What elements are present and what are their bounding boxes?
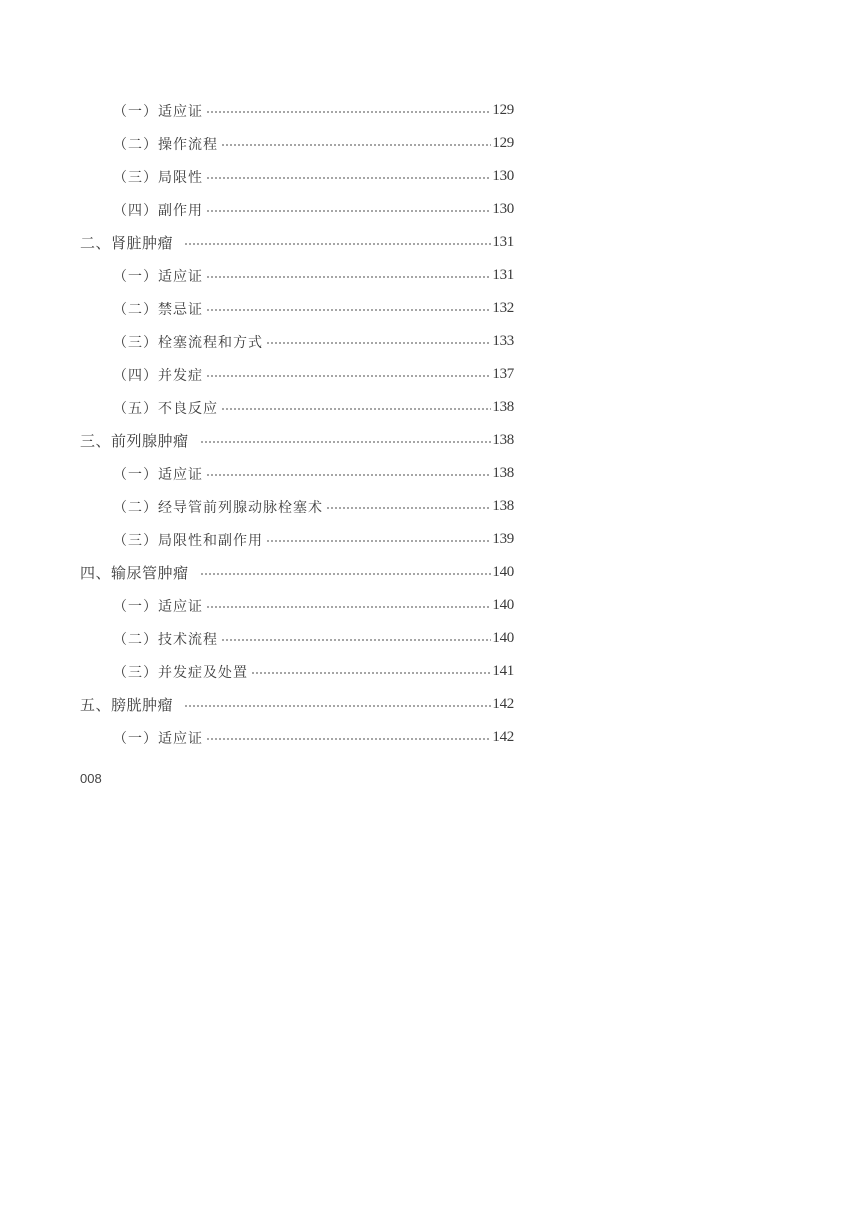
toc-entry-title: （二）经导管前列腺动脉栓塞术 <box>113 499 323 516</box>
dot-leader <box>266 342 491 344</box>
toc-entry[interactable] <box>0 193 514 226</box>
toc-entry-title: （三）局限性 <box>113 169 203 186</box>
dot-leader <box>206 606 491 608</box>
toc-entry[interactable] <box>0 292 514 325</box>
toc-entry-title: （一）适应证 <box>113 598 203 615</box>
toc-entry-page: 129 <box>492 102 514 118</box>
dot-leader <box>221 144 491 146</box>
toc-entry-title: （二）技术流程 <box>113 631 218 648</box>
toc-entry-page: 129 <box>492 135 514 151</box>
toc-entry-page: 140 <box>492 630 514 646</box>
toc-section-title: 三、前列腺肿瘤 <box>80 432 189 450</box>
dot-leader <box>326 507 491 509</box>
dot-leader <box>251 672 491 674</box>
toc-entry-title: （四）副作用 <box>113 202 203 219</box>
dot-leader <box>206 111 491 113</box>
toc-entry[interactable] <box>0 391 514 424</box>
dot-leader <box>206 210 491 212</box>
toc-entry-title: （五）不良反应 <box>113 400 218 417</box>
dot-leader <box>184 705 491 707</box>
toc-entry-page: 139 <box>492 531 514 547</box>
toc-section-title: 四、输尿管肿瘤 <box>80 564 189 582</box>
toc-entry-page: 142 <box>492 696 514 712</box>
toc-entry[interactable] <box>0 490 514 523</box>
toc-entry[interactable] <box>0 457 514 490</box>
toc-entry-title: （三）栓塞流程和方式 <box>113 334 263 351</box>
dot-leader <box>206 177 491 179</box>
toc-entry-title: （四）并发症 <box>113 367 203 384</box>
toc-entry[interactable] <box>0 358 514 391</box>
toc-entry[interactable] <box>0 721 514 754</box>
toc-entry[interactable] <box>0 523 514 556</box>
toc-entry-title: （三）局限性和副作用 <box>113 532 263 549</box>
toc-entry-title: （一）适应证 <box>113 103 203 120</box>
dot-leader <box>221 408 491 410</box>
toc-entry-page: 141 <box>492 663 514 679</box>
toc-entry-page: 130 <box>492 168 514 184</box>
toc-entry-page: 138 <box>492 432 514 448</box>
toc-entry[interactable] <box>0 589 514 622</box>
toc-entry-page: 131 <box>492 267 514 283</box>
dot-leader <box>184 243 491 245</box>
toc-section-title: 五、膀胱肿瘤 <box>80 696 174 714</box>
toc-entry[interactable] <box>0 160 514 193</box>
toc-entry-title: （二）操作流程 <box>113 136 218 153</box>
dot-leader <box>200 573 492 575</box>
toc-section-entry[interactable] <box>0 688 514 721</box>
toc-entry-page: 142 <box>492 729 514 745</box>
dot-leader <box>221 639 491 641</box>
dot-leader <box>206 309 491 311</box>
toc-section-title: 二、肾脏肿瘤 <box>80 234 174 252</box>
toc-entry[interactable] <box>0 622 514 655</box>
toc-entry[interactable] <box>0 655 514 688</box>
toc-entry[interactable] <box>0 259 514 292</box>
table-of-contents <box>0 94 867 754</box>
toc-entry-title: （一）适应证 <box>113 466 203 483</box>
toc-entry-page: 131 <box>492 234 514 250</box>
toc-entry-page: 140 <box>492 564 514 580</box>
toc-entry-title: （一）适应证 <box>113 730 203 747</box>
toc-entry-title: （二）禁忌证 <box>113 301 203 318</box>
toc-entry-page: 132 <box>492 300 514 316</box>
toc-section-entry[interactable] <box>0 556 514 589</box>
toc-entry-page: 133 <box>492 333 514 349</box>
toc-entry[interactable] <box>0 127 514 160</box>
toc-entry-title: （三）并发症及处置 <box>113 664 248 681</box>
toc-entry-page: 140 <box>492 597 514 613</box>
toc-entry-page: 138 <box>492 465 514 481</box>
toc-entry-page: 138 <box>492 498 514 514</box>
page-number: 008 <box>80 771 102 786</box>
dot-leader <box>206 738 491 740</box>
toc-entry-title: （一）适应证 <box>113 268 203 285</box>
dot-leader <box>206 276 491 278</box>
toc-section-entry[interactable] <box>0 226 514 259</box>
toc-section-entry[interactable] <box>0 424 514 457</box>
toc-entry-page: 130 <box>492 201 514 217</box>
dot-leader <box>206 375 491 377</box>
toc-entry-page: 138 <box>492 399 514 415</box>
toc-entry-page: 137 <box>492 366 514 382</box>
toc-entry[interactable] <box>0 94 514 127</box>
dot-leader <box>206 474 491 476</box>
dot-leader <box>200 441 492 443</box>
dot-leader <box>266 540 491 542</box>
toc-entry[interactable] <box>0 325 514 358</box>
